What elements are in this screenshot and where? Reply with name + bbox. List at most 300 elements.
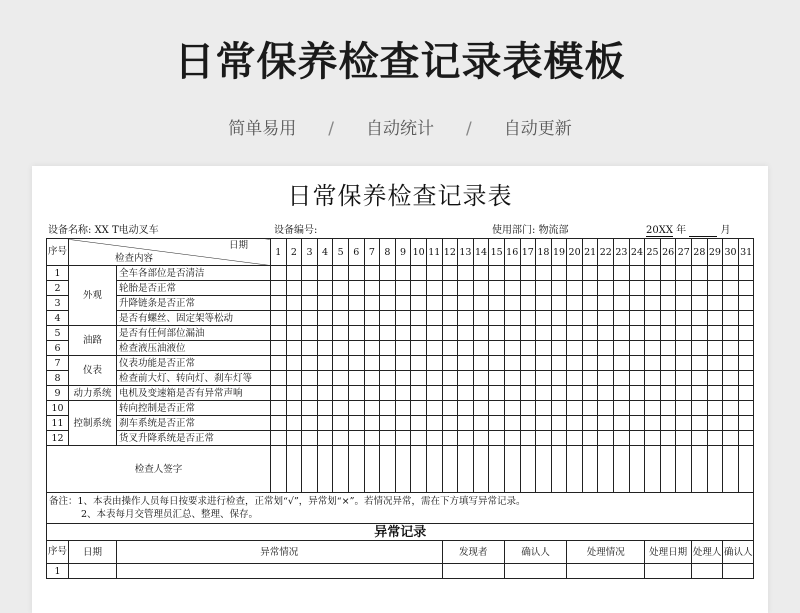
check-cell[interactable] xyxy=(598,431,614,446)
check-cell[interactable] xyxy=(364,416,380,431)
check-cell[interactable] xyxy=(271,356,287,371)
check-cell[interactable] xyxy=(333,341,349,356)
check-cell[interactable] xyxy=(364,356,380,371)
check-cell[interactable] xyxy=(660,371,676,386)
signature-cell[interactable] xyxy=(395,446,411,493)
check-cell[interactable] xyxy=(473,356,489,371)
check-cell[interactable] xyxy=(473,311,489,326)
check-cell[interactable] xyxy=(302,401,318,416)
check-cell[interactable] xyxy=(614,386,630,401)
check-cell[interactable] xyxy=(629,416,645,431)
check-cell[interactable] xyxy=(692,386,708,401)
check-cell[interactable] xyxy=(286,386,302,401)
check-cell[interactable] xyxy=(536,281,552,296)
check-cell[interactable] xyxy=(504,401,520,416)
check-cell[interactable] xyxy=(676,266,692,281)
check-cell[interactable] xyxy=(723,326,739,341)
check-cell[interactable] xyxy=(567,401,583,416)
check-cell[interactable] xyxy=(317,371,333,386)
check-cell[interactable] xyxy=(271,431,287,446)
check-cell[interactable] xyxy=(473,371,489,386)
check-cell[interactable] xyxy=(286,416,302,431)
check-cell[interactable] xyxy=(302,326,318,341)
check-cell[interactable] xyxy=(738,341,754,356)
check-cell[interactable] xyxy=(660,341,676,356)
check-cell[interactable] xyxy=(473,341,489,356)
check-cell[interactable] xyxy=(489,416,505,431)
check-cell[interactable] xyxy=(317,401,333,416)
check-cell[interactable] xyxy=(536,416,552,431)
check-cell[interactable] xyxy=(426,326,442,341)
check-cell[interactable] xyxy=(598,371,614,386)
check-cell[interactable] xyxy=(692,371,708,386)
check-cell[interactable] xyxy=(582,341,598,356)
check-cell[interactable] xyxy=(473,416,489,431)
check-cell[interactable] xyxy=(738,386,754,401)
signature-cell[interactable] xyxy=(348,446,364,493)
check-cell[interactable] xyxy=(723,341,739,356)
check-cell[interactable] xyxy=(348,341,364,356)
check-cell[interactable] xyxy=(707,431,723,446)
check-cell[interactable] xyxy=(333,431,349,446)
check-cell[interactable] xyxy=(676,311,692,326)
check-cell[interactable] xyxy=(489,281,505,296)
check-cell[interactable] xyxy=(707,266,723,281)
check-cell[interactable] xyxy=(302,281,318,296)
check-cell[interactable] xyxy=(395,356,411,371)
signature-cell[interactable] xyxy=(629,446,645,493)
check-cell[interactable] xyxy=(582,311,598,326)
check-cell[interactable] xyxy=(302,341,318,356)
check-cell[interactable] xyxy=(551,431,567,446)
check-cell[interactable] xyxy=(333,401,349,416)
signature-cell[interactable] xyxy=(271,446,287,493)
check-cell[interactable] xyxy=(504,341,520,356)
check-cell[interactable] xyxy=(645,431,661,446)
check-cell[interactable] xyxy=(567,266,583,281)
check-cell[interactable] xyxy=(426,341,442,356)
check-cell[interactable] xyxy=(489,401,505,416)
check-cell[interactable] xyxy=(473,401,489,416)
check-cell[interactable] xyxy=(598,326,614,341)
check-cell[interactable] xyxy=(692,356,708,371)
check-cell[interactable] xyxy=(364,281,380,296)
year-value[interactable]: 20XX xyxy=(646,225,673,236)
check-cell[interactable] xyxy=(645,326,661,341)
check-cell[interactable] xyxy=(442,401,458,416)
check-cell[interactable] xyxy=(458,326,474,341)
check-cell[interactable] xyxy=(629,326,645,341)
check-cell[interactable] xyxy=(738,266,754,281)
signature-cell[interactable] xyxy=(458,446,474,493)
signature-cell[interactable] xyxy=(582,446,598,493)
check-cell[interactable] xyxy=(738,296,754,311)
check-cell[interactable] xyxy=(629,296,645,311)
signature-cell[interactable] xyxy=(489,446,505,493)
check-cell[interactable] xyxy=(692,296,708,311)
signature-cell[interactable] xyxy=(426,446,442,493)
check-cell[interactable] xyxy=(645,386,661,401)
check-cell[interactable] xyxy=(489,266,505,281)
check-cell[interactable] xyxy=(286,311,302,326)
check-cell[interactable] xyxy=(380,341,396,356)
check-cell[interactable] xyxy=(380,356,396,371)
check-cell[interactable] xyxy=(442,296,458,311)
abnormal-cell[interactable] xyxy=(723,564,754,579)
check-cell[interactable] xyxy=(380,431,396,446)
check-cell[interactable] xyxy=(380,371,396,386)
abnormal-cell[interactable] xyxy=(567,564,645,579)
check-cell[interactable] xyxy=(551,266,567,281)
check-cell[interactable] xyxy=(536,356,552,371)
check-cell[interactable] xyxy=(411,296,427,311)
check-cell[interactable] xyxy=(442,386,458,401)
check-cell[interactable] xyxy=(271,401,287,416)
check-cell[interactable] xyxy=(723,356,739,371)
check-cell[interactable] xyxy=(348,356,364,371)
check-cell[interactable] xyxy=(333,281,349,296)
check-cell[interactable] xyxy=(333,296,349,311)
check-cell[interactable] xyxy=(614,326,630,341)
check-cell[interactable] xyxy=(426,401,442,416)
check-cell[interactable] xyxy=(629,386,645,401)
check-cell[interactable] xyxy=(489,341,505,356)
check-cell[interactable] xyxy=(333,266,349,281)
check-cell[interactable] xyxy=(660,266,676,281)
check-cell[interactable] xyxy=(458,266,474,281)
check-cell[interactable] xyxy=(567,296,583,311)
check-cell[interactable] xyxy=(364,296,380,311)
check-cell[interactable] xyxy=(317,326,333,341)
check-cell[interactable] xyxy=(645,416,661,431)
signature-cell[interactable] xyxy=(738,446,754,493)
check-cell[interactable] xyxy=(629,281,645,296)
abnormal-cell[interactable] xyxy=(692,564,723,579)
signature-cell[interactable] xyxy=(567,446,583,493)
check-cell[interactable] xyxy=(302,416,318,431)
check-cell[interactable] xyxy=(333,356,349,371)
check-cell[interactable] xyxy=(426,296,442,311)
check-cell[interactable] xyxy=(271,341,287,356)
check-cell[interactable] xyxy=(723,311,739,326)
check-cell[interactable] xyxy=(411,326,427,341)
check-cell[interactable] xyxy=(442,326,458,341)
check-cell[interactable] xyxy=(317,431,333,446)
check-cell[interactable] xyxy=(551,296,567,311)
check-cell[interactable] xyxy=(676,371,692,386)
check-cell[interactable] xyxy=(271,386,287,401)
check-cell[interactable] xyxy=(692,281,708,296)
check-cell[interactable] xyxy=(395,431,411,446)
check-cell[interactable] xyxy=(520,281,536,296)
check-cell[interactable] xyxy=(442,281,458,296)
check-cell[interactable] xyxy=(380,311,396,326)
signature-cell[interactable] xyxy=(442,446,458,493)
signature-cell[interactable] xyxy=(302,446,318,493)
check-cell[interactable] xyxy=(271,326,287,341)
check-cell[interactable] xyxy=(660,281,676,296)
check-cell[interactable] xyxy=(504,386,520,401)
signature-cell[interactable] xyxy=(380,446,396,493)
check-cell[interactable] xyxy=(286,281,302,296)
signature-cell[interactable] xyxy=(317,446,333,493)
check-cell[interactable] xyxy=(645,371,661,386)
check-cell[interactable] xyxy=(598,281,614,296)
check-cell[interactable] xyxy=(271,281,287,296)
check-cell[interactable] xyxy=(629,371,645,386)
check-cell[interactable] xyxy=(723,416,739,431)
check-cell[interactable] xyxy=(660,416,676,431)
check-cell[interactable] xyxy=(395,341,411,356)
check-cell[interactable] xyxy=(271,416,287,431)
check-cell[interactable] xyxy=(504,356,520,371)
check-cell[interactable] xyxy=(660,311,676,326)
check-cell[interactable] xyxy=(676,416,692,431)
check-cell[interactable] xyxy=(364,341,380,356)
check-cell[interactable] xyxy=(520,386,536,401)
check-cell[interactable] xyxy=(614,311,630,326)
signature-cell[interactable] xyxy=(333,446,349,493)
check-cell[interactable] xyxy=(317,281,333,296)
check-cell[interactable] xyxy=(738,431,754,446)
check-cell[interactable] xyxy=(582,326,598,341)
check-cell[interactable] xyxy=(520,371,536,386)
check-cell[interactable] xyxy=(707,416,723,431)
check-cell[interactable] xyxy=(567,371,583,386)
check-cell[interactable] xyxy=(629,431,645,446)
check-cell[interactable] xyxy=(504,266,520,281)
check-cell[interactable] xyxy=(348,311,364,326)
check-cell[interactable] xyxy=(676,386,692,401)
check-cell[interactable] xyxy=(473,281,489,296)
signature-cell[interactable] xyxy=(707,446,723,493)
check-cell[interactable] xyxy=(348,431,364,446)
check-cell[interactable] xyxy=(364,401,380,416)
check-cell[interactable] xyxy=(489,371,505,386)
check-cell[interactable] xyxy=(692,431,708,446)
check-cell[interactable] xyxy=(614,371,630,386)
check-cell[interactable] xyxy=(660,326,676,341)
check-cell[interactable] xyxy=(723,266,739,281)
check-cell[interactable] xyxy=(738,356,754,371)
check-cell[interactable] xyxy=(660,356,676,371)
signature-cell[interactable] xyxy=(660,446,676,493)
check-cell[interactable] xyxy=(395,386,411,401)
check-cell[interactable] xyxy=(582,296,598,311)
check-cell[interactable] xyxy=(271,371,287,386)
check-cell[interactable] xyxy=(629,311,645,326)
check-cell[interactable] xyxy=(660,386,676,401)
check-cell[interactable] xyxy=(551,326,567,341)
check-cell[interactable] xyxy=(645,266,661,281)
check-cell[interactable] xyxy=(645,356,661,371)
check-cell[interactable] xyxy=(520,326,536,341)
check-cell[interactable] xyxy=(582,371,598,386)
check-cell[interactable] xyxy=(348,266,364,281)
check-cell[interactable] xyxy=(411,416,427,431)
check-cell[interactable] xyxy=(614,431,630,446)
check-cell[interactable] xyxy=(582,431,598,446)
check-cell[interactable] xyxy=(567,431,583,446)
check-cell[interactable] xyxy=(707,326,723,341)
check-cell[interactable] xyxy=(380,401,396,416)
check-cell[interactable] xyxy=(317,341,333,356)
check-cell[interactable] xyxy=(473,326,489,341)
check-cell[interactable] xyxy=(738,371,754,386)
check-cell[interactable] xyxy=(551,416,567,431)
check-cell[interactable] xyxy=(582,266,598,281)
check-cell[interactable] xyxy=(348,386,364,401)
check-cell[interactable] xyxy=(380,386,396,401)
check-cell[interactable] xyxy=(442,311,458,326)
check-cell[interactable] xyxy=(707,296,723,311)
check-cell[interactable] xyxy=(302,296,318,311)
check-cell[interactable] xyxy=(504,311,520,326)
abnormal-cell[interactable] xyxy=(645,564,692,579)
check-cell[interactable] xyxy=(536,401,552,416)
check-cell[interactable] xyxy=(411,431,427,446)
check-cell[interactable] xyxy=(692,326,708,341)
check-cell[interactable] xyxy=(598,296,614,311)
check-cell[interactable] xyxy=(738,416,754,431)
check-cell[interactable] xyxy=(302,371,318,386)
check-cell[interactable] xyxy=(536,341,552,356)
check-cell[interactable] xyxy=(551,386,567,401)
check-cell[interactable] xyxy=(738,281,754,296)
signature-cell[interactable] xyxy=(286,446,302,493)
check-cell[interactable] xyxy=(271,296,287,311)
check-cell[interactable] xyxy=(504,326,520,341)
check-cell[interactable] xyxy=(536,386,552,401)
check-cell[interactable] xyxy=(723,281,739,296)
check-cell[interactable] xyxy=(348,326,364,341)
check-cell[interactable] xyxy=(348,416,364,431)
check-cell[interactable] xyxy=(723,296,739,311)
check-cell[interactable] xyxy=(426,371,442,386)
check-cell[interactable] xyxy=(520,266,536,281)
check-cell[interactable] xyxy=(348,371,364,386)
check-cell[interactable] xyxy=(411,401,427,416)
check-cell[interactable] xyxy=(536,326,552,341)
check-cell[interactable] xyxy=(738,326,754,341)
check-cell[interactable] xyxy=(551,356,567,371)
signature-cell[interactable] xyxy=(676,446,692,493)
check-cell[interactable] xyxy=(520,401,536,416)
check-cell[interactable] xyxy=(504,296,520,311)
abnormal-cell[interactable] xyxy=(69,564,117,579)
check-cell[interactable] xyxy=(707,311,723,326)
check-cell[interactable] xyxy=(551,401,567,416)
signature-cell[interactable] xyxy=(364,446,380,493)
check-cell[interactable] xyxy=(707,371,723,386)
check-cell[interactable] xyxy=(458,371,474,386)
check-cell[interactable] xyxy=(723,401,739,416)
check-cell[interactable] xyxy=(536,296,552,311)
check-cell[interactable] xyxy=(676,296,692,311)
check-cell[interactable] xyxy=(692,341,708,356)
check-cell[interactable] xyxy=(738,401,754,416)
check-cell[interactable] xyxy=(629,266,645,281)
check-cell[interactable] xyxy=(598,416,614,431)
check-cell[interactable] xyxy=(473,431,489,446)
check-cell[interactable] xyxy=(348,401,364,416)
check-cell[interactable] xyxy=(598,311,614,326)
check-cell[interactable] xyxy=(426,356,442,371)
check-cell[interactable] xyxy=(645,311,661,326)
check-cell[interactable] xyxy=(676,341,692,356)
check-cell[interactable] xyxy=(395,296,411,311)
check-cell[interactable] xyxy=(645,281,661,296)
month-field[interactable] xyxy=(689,225,717,237)
check-cell[interactable] xyxy=(426,416,442,431)
signature-cell[interactable] xyxy=(520,446,536,493)
check-cell[interactable] xyxy=(333,386,349,401)
signature-cell[interactable] xyxy=(473,446,489,493)
check-cell[interactable] xyxy=(380,416,396,431)
check-cell[interactable] xyxy=(614,281,630,296)
check-cell[interactable] xyxy=(333,416,349,431)
check-cell[interactable] xyxy=(395,266,411,281)
check-cell[interactable] xyxy=(692,311,708,326)
check-cell[interactable] xyxy=(738,311,754,326)
check-cell[interactable] xyxy=(582,386,598,401)
check-cell[interactable] xyxy=(504,431,520,446)
check-cell[interactable] xyxy=(395,416,411,431)
check-cell[interactable] xyxy=(536,431,552,446)
check-cell[interactable] xyxy=(707,386,723,401)
check-cell[interactable] xyxy=(395,371,411,386)
check-cell[interactable] xyxy=(660,296,676,311)
check-cell[interactable] xyxy=(629,341,645,356)
check-cell[interactable] xyxy=(426,386,442,401)
check-cell[interactable] xyxy=(489,311,505,326)
check-cell[interactable] xyxy=(692,266,708,281)
check-cell[interactable] xyxy=(629,401,645,416)
check-cell[interactable] xyxy=(317,386,333,401)
check-cell[interactable] xyxy=(442,431,458,446)
signature-cell[interactable] xyxy=(411,446,427,493)
check-cell[interactable] xyxy=(489,326,505,341)
check-cell[interactable] xyxy=(271,311,287,326)
check-cell[interactable] xyxy=(645,296,661,311)
signature-cell[interactable] xyxy=(551,446,567,493)
check-cell[interactable] xyxy=(302,386,318,401)
check-cell[interactable] xyxy=(614,296,630,311)
check-cell[interactable] xyxy=(395,311,411,326)
check-cell[interactable] xyxy=(364,311,380,326)
check-cell[interactable] xyxy=(442,341,458,356)
check-cell[interactable] xyxy=(426,311,442,326)
check-cell[interactable] xyxy=(473,296,489,311)
check-cell[interactable] xyxy=(286,326,302,341)
check-cell[interactable] xyxy=(520,341,536,356)
check-cell[interactable] xyxy=(723,431,739,446)
check-cell[interactable] xyxy=(458,416,474,431)
check-cell[interactable] xyxy=(458,296,474,311)
check-cell[interactable] xyxy=(411,356,427,371)
check-cell[interactable] xyxy=(333,371,349,386)
check-cell[interactable] xyxy=(317,311,333,326)
signature-cell[interactable] xyxy=(645,446,661,493)
check-cell[interactable] xyxy=(614,356,630,371)
check-cell[interactable] xyxy=(395,326,411,341)
check-cell[interactable] xyxy=(395,401,411,416)
check-cell[interactable] xyxy=(567,356,583,371)
check-cell[interactable] xyxy=(380,281,396,296)
check-cell[interactable] xyxy=(271,266,287,281)
check-cell[interactable] xyxy=(707,281,723,296)
check-cell[interactable] xyxy=(442,371,458,386)
